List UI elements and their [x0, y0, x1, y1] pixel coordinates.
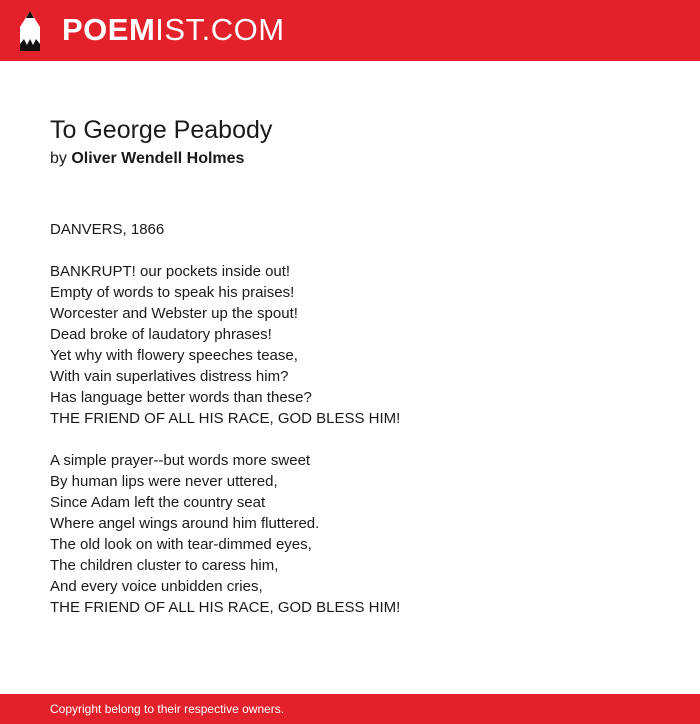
- poem-line: BANKRUPT! our pockets inside out!: [50, 263, 291, 280]
- poem-line: Worcester and Webster up the spout!: [50, 305, 298, 322]
- poem-line: Dead broke of laudatory phrases!: [50, 326, 272, 343]
- by-label: by: [50, 150, 67, 167]
- poem-line: Where angel wings around him fluttered.: [50, 515, 320, 532]
- poem-line: With vain superlatives distress him?: [50, 368, 289, 385]
- pencil-icon[interactable]: [18, 10, 42, 52]
- brand-light-text: IST.COM: [155, 12, 285, 47]
- poem-line: Yet why with flowery speeches tease,: [50, 347, 298, 364]
- poem-line: The old look on with tear-dimmed eyes,: [50, 536, 312, 553]
- dateline: DANVERS, 1866: [50, 221, 165, 238]
- stanza-2: [50, 450, 650, 618]
- brand-bold-text: POEM: [62, 12, 156, 47]
- poem-body: [50, 219, 650, 639]
- poem-line: Empty of words to speak his praises!: [50, 284, 295, 301]
- poem-line: By human lips were never uttered,: [50, 473, 278, 490]
- poem-line: THE FRIEND OF ALL HIS RACE, GOD BLESS HIM!: [50, 599, 401, 616]
- byline: [50, 150, 244, 168]
- poem-line: The children cluster to caress him,: [50, 557, 279, 574]
- author-name: Oliver Wendell Holmes: [71, 150, 245, 167]
- poem-line: Since Adam left the country seat: [50, 494, 266, 511]
- site-header: [0, 0, 700, 61]
- site-logo[interactable]: [62, 10, 285, 50]
- poem-line: THE FRIEND OF ALL HIS RACE, GOD BLESS HIM!: [50, 410, 401, 427]
- dateline-stanza: [50, 219, 650, 240]
- poem-line: And every voice unbidden cries,: [50, 578, 263, 595]
- poem-line: Has language better words than these?: [50, 389, 312, 406]
- site-footer: [0, 694, 700, 724]
- stanza-1: [50, 261, 650, 429]
- copyright-text: Copyright belong to their respective owners.: [50, 702, 285, 716]
- poem-line: A simple prayer--but words more sweet: [50, 452, 311, 469]
- poem-title: To George Peabody: [50, 116, 273, 144]
